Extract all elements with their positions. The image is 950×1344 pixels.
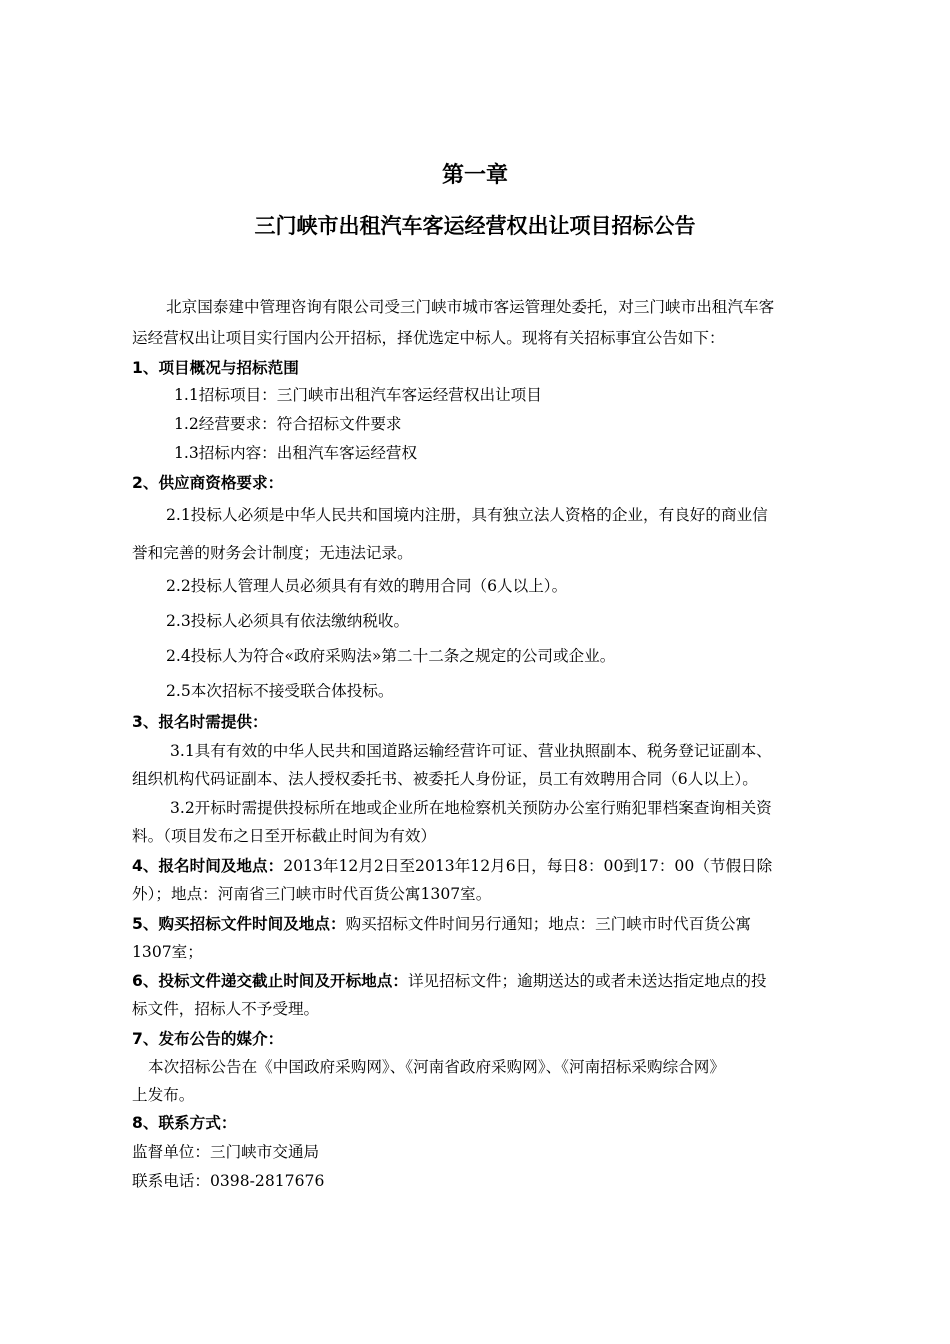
section-3-p1-line-1: 3.1具有有效的中华人民共和国道路运输经营许可证、营业执照副本、税务登记证副本、	[170, 742, 772, 760]
section-1-item-2: 1.2经营要求：符合招标文件要求	[174, 415, 402, 433]
section-2-p5: 2.5本次招标不接受联合体投标。	[166, 682, 394, 700]
section-2-p1-line-1: 2.1投标人必须是中华人民共和国境内注册，具有独立法人资格的企业，有良好的商业信	[166, 506, 768, 524]
section-5-label: 5、购买招标文件时间及地点：	[132, 915, 346, 933]
section-6-text-1: 详见招标文件；逾期送达的或者未送达指定地点的投	[407, 972, 767, 990]
section-2-p4: 2.4投标人为符合«政府采购法»第二十二条之规定的公司或企业。	[166, 647, 616, 665]
section-6-text-2: 标文件，招标人不予受理。	[132, 1000, 320, 1018]
chapter-heading: 第一章	[441, 163, 508, 188]
section-4-label: 4、报名时间及地点：	[132, 857, 284, 875]
section-5-line-1	[132, 913, 751, 935]
section-8-heading: 8、联系方式：	[132, 1114, 237, 1132]
section-3-heading: 3、报名时需提供：	[132, 713, 268, 731]
section-7-heading: 7、发布公告的媒介：	[132, 1030, 284, 1048]
section-2-p3: 2.3投标人必须具有依法缴纳税收。	[166, 612, 410, 630]
section-3-p2-line-1: 3.2开标时需提供投标所在地或企业所在地检察机关预防办公室行贿犯罪档案查询相关资	[170, 799, 772, 817]
section-2-p1-line-2: 誉和完善的财务会计制度；无违法记录。	[132, 544, 413, 562]
section-1-heading: 1、项目概况与招标范围	[132, 359, 299, 377]
section-2-heading: 2、供应商资格要求：	[132, 474, 284, 492]
section-5-text-1: 购买招标文件时间另行通知；地点：三门峡市时代百货公寓	[345, 915, 752, 933]
section-6-line-1	[132, 970, 767, 992]
section-2-p2: 2.2投标人管理人员必须具有有效的聘用合同（6人以上）。	[166, 577, 568, 595]
section-7-text-1: 本次招标公告在《中国政府采购网》、《河南省政府采购网》、《河南招标采购综合网》	[148, 1058, 725, 1076]
section-7-text-2: 上发布。	[132, 1086, 195, 1104]
section-3-p2-line-2: 料。（项目发布之日至开标截止时间为有效）	[132, 827, 437, 845]
section-4-text-2: 外）；地点：河南省三门峡市时代百货公寓1307室。	[132, 885, 492, 903]
section-5-text-2: 1307室；	[132, 943, 203, 961]
section-1-item-3: 1.3招标内容：出租汽车客运经营权	[174, 444, 418, 462]
section-1-item-1: 1.1招标项目：三门峡市出租汽车客运经营权出让项目	[174, 386, 542, 404]
supervisor-line: 监督单位：三门峡市交通局	[132, 1143, 320, 1161]
intro-line-1: 北京国泰建中管理咨询有限公司受三门峡市城市客运管理处委托，对三门峡市出租汽车客	[166, 298, 775, 316]
intro-line-2: 运经营权出让项目实行国内公开招标，择优选定中标人。现将有关招标事宜公告如下：	[132, 329, 725, 347]
section-3-p1-line-2: 组织机构代码证副本、法人授权委托书、被委托人身份证，员工有效聘用合同（6人以上）。	[132, 770, 758, 788]
section-4-line-1	[132, 855, 772, 877]
section-4-text-1: 2013年12月2日至2013年12月6日，每日8：00到17：00（节假日除	[283, 857, 773, 875]
page-title: 三门峡市出租汽车客运经营权出让项目招标公告	[254, 214, 696, 238]
phone-line: 联系电话：0398-2817676	[132, 1172, 325, 1190]
section-6-label: 6、投标文件递交截止时间及开标地点：	[132, 972, 408, 990]
